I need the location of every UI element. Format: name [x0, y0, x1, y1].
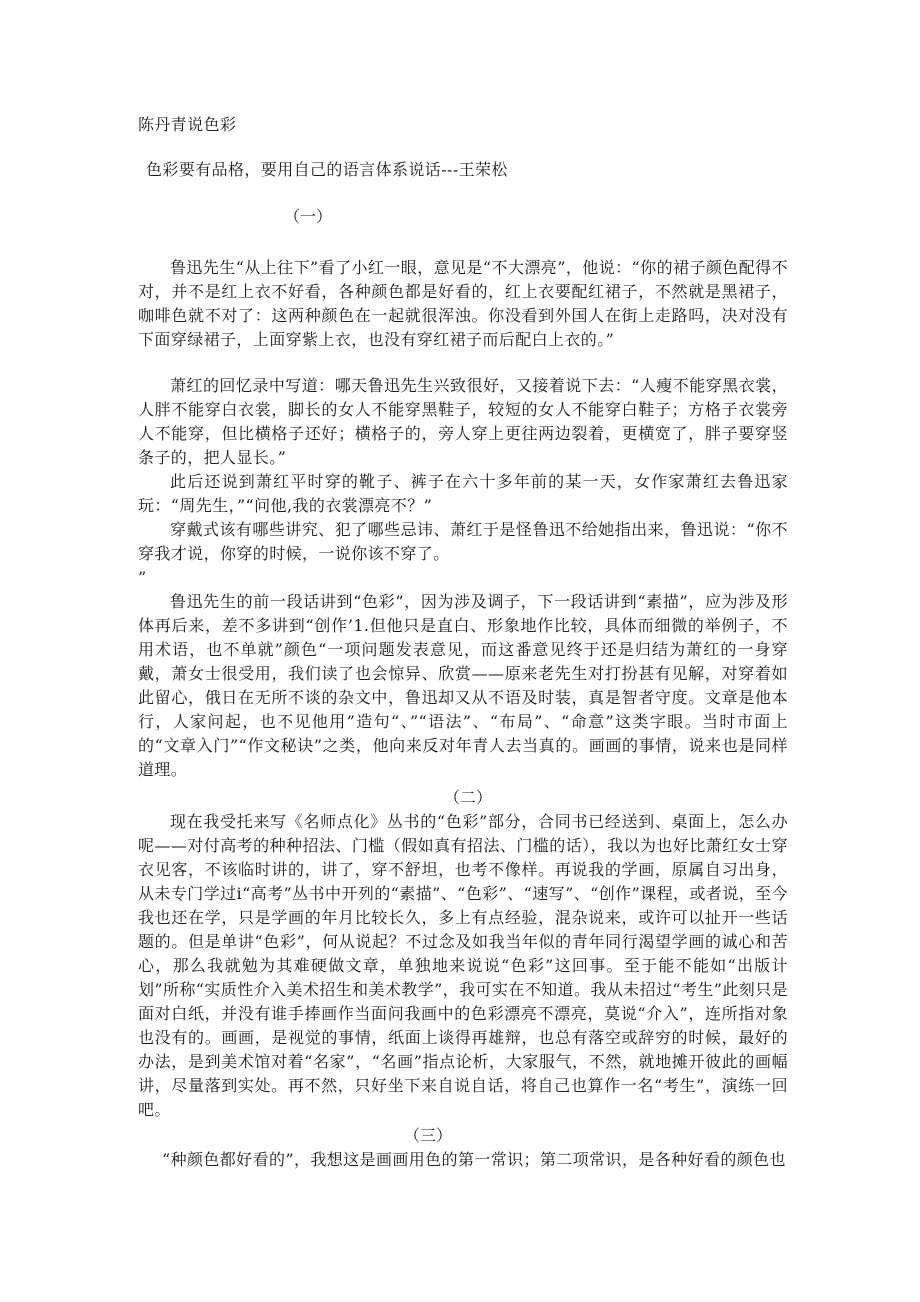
- paragraph: 萧红的回忆录中写道：哪天鲁迅先生兴致很好，又接着说下去：“人瘦不能穿黑衣裳，人胖不能穿白衣裳，脚长的女人不能穿黑鞋子，较短的女人不能穿白鞋子；方格子衣裳旁人不能穿，但比横格子还好；横格子的，旁人穿上更往两边裂着，更横宽了，胖子要穿竖条子的，把人显长。”: [138, 376, 788, 467]
- paragraph: 穿戴式该有哪些讲究、犯了哪些忌讳、萧红于是怪鲁迅不给她指出来，鲁迅说：“你不穿我才说，你穿的时候，一说你该不穿了。: [138, 520, 788, 563]
- section-heading-1: （一）: [284, 207, 333, 226]
- document-title: 陈丹青说色彩: [138, 115, 237, 134]
- paragraph: 此后还说到萧红平时穿的靴子、裤子在六十多年前的某一天，女作家萧红去鲁迅家玩：“周先生，”“问他,我的衣裳漂亮不？”: [138, 472, 788, 515]
- document-subtitle: 色彩要有品格，要用自己的语言体系说话---王荣松: [146, 160, 508, 179]
- paragraph: “种颜色都好看的”，我想这是画画用色的第一常识；第二项常识，是各种好看的颜色也: [162, 1150, 786, 1169]
- section-heading-2: （二）: [444, 788, 493, 807]
- paragraph-closing-quote: ”: [138, 568, 147, 587]
- paragraph: 现在我受托来写《名师点化》丛书的“色彩”部分，合同书已经送到、桌面上，怎么办呢——对付高考的种种招法、门槛（假如真有招法、门槛的话），我以为也好比萧红女士穿衣见客，不该临时讲的，讲了，穿不舒坦，也考不像样。再说我的学画，原属自习出身，从未专门学过i“高考”丛书中开列的“素描”、“色彩”、“速写”、“创作”课程，或者说，至今我也还在学，只是学画的年月比较长久，多上有点经验，混杂说来，或许可以扯开一些话题的。但是单讲“色彩”，何从说起？不过念及如我当年似的青年同行渴望学画的诚心和苦心，那么我就勉为其难硬做文章，单独地来说说“色彩”这回事。至于能不能如“出版计划”所称“实质性介入美术招生和美术教学”，我可实在不知道。我从未招过“考生”此刻只是面对白纸，并没有谁手捧画作当面问我画中的色彩漂亮不漂亮，莫说“介入”，连所指对象也没有的。画画，是视觉的事情，纸面上谈得再雄辩，也总有落空或辞穷的时候，最好的办法，是到美术馆对着“名家”，“名画”指点论析，大家服气，不然，就地摊开彼此的画幅讲，尽量落到实处。再不然，只好坐下来自说自话，将自己也算作一名“考生”，演练一回吧。: [138, 812, 788, 1119]
- section-heading-3: （三）: [404, 1126, 453, 1145]
- paragraph: 鲁迅先生的前一段话讲到“色彩”，因为涉及调子，下一段话讲到“素描”，应为涉及形体再后来，差不多讲到“创作’1.但他只是直白、形象地作比较，具体而细微的举例子，不用术语，也不单就”颜色“一项问题发表意见，而这番意见终于还是归结为萧红的一身穿戴，萧女士很受用，我们读了也会惊异、欣赏——原来老先生对打扮甚有见解，对穿着如此留心，俄日在无所不谈的杂文中，鲁迅却又从不语及时装，真是智者守度。文章是他本行，人家问起，也不见他用”造句“、”“语法”、“布局”、“命意”这类字眼。当时市面上的“文章入门”“作文秘诀”之类，他向来反对年青人去当真的。画画的事情，说来也是同样道理。: [138, 592, 788, 779]
- paragraph: 鲁迅先生“从上往下”看了小红一眼，意见是“不大漂亮”，他说：“你的裙子颜色配得不对，并不是红上衣不好看，各种颜色都是好看的，红上衣要配红裙子，不然就是黑裙子，咖啡色就不对了：这两种颜色在一起就很浑浊。你没看到外国人在街上走路吗，决对没有下面穿绿裙子，上面穿紫上衣，也没有穿红裙子而后配白上衣的。”: [138, 258, 788, 349]
